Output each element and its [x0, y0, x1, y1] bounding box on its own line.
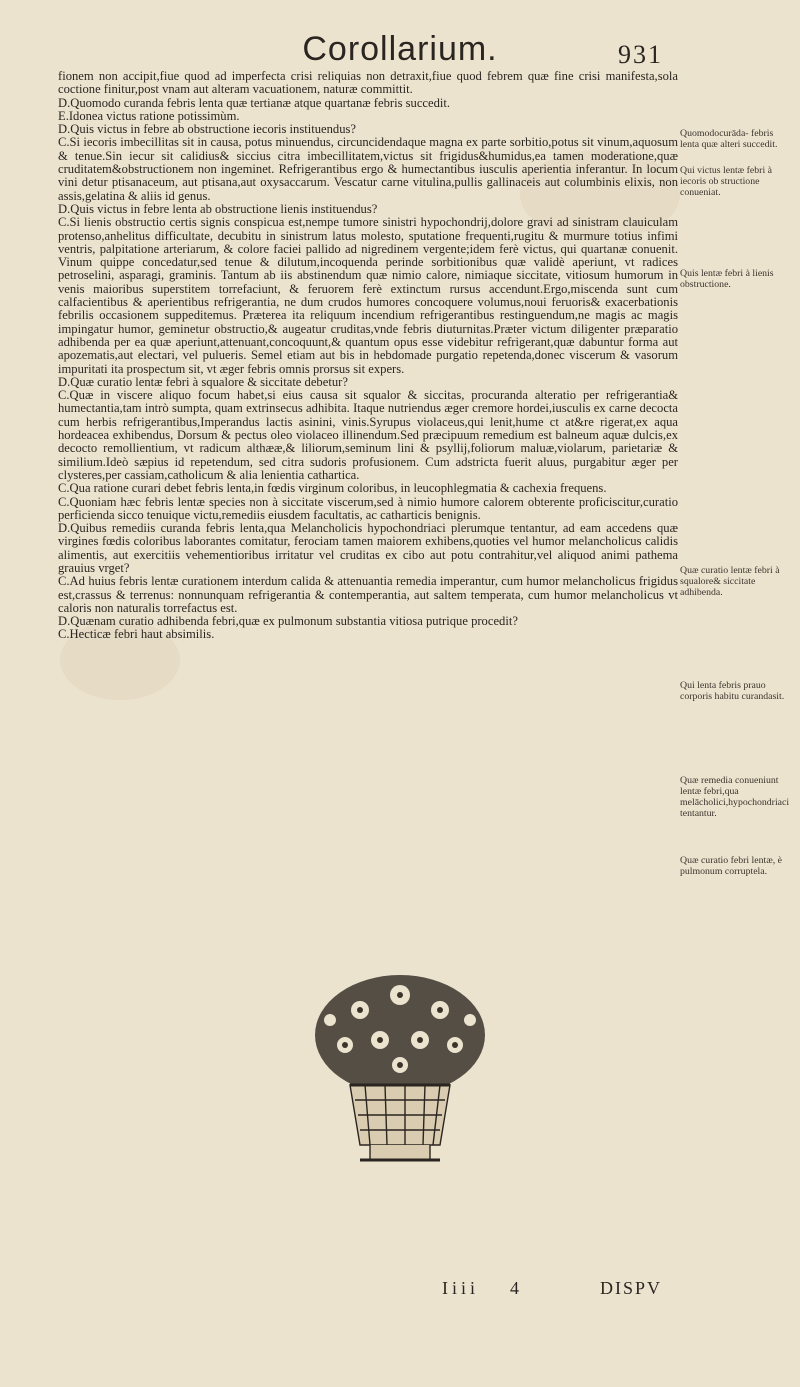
page-footer [0, 1278, 800, 1308]
margin-note: Quæ curatio febri lentæ, è pulmonum corruptela. [680, 855, 783, 877]
paragraph: D.Quomodo curanda febris lenta quæ tertianæ atque quartanæ febris succedit. [58, 95, 451, 110]
paragraph: D.Quænam curatio adhibenda febri,quæ ex pulmonum substantia vitiosa putrique procedit? [58, 614, 518, 629]
page-number: 931 [618, 40, 663, 69]
paragraph: C.Si iecoris imbecillitas sit in causa, potus minuendus, circuncidendaque magna ex parte sorbitio,potus sit vinum,aquosum & tenue.Sin iecur sit calidius& siccius citra imbecillitatem,victus sit frigidus&humidus,ea tamen moderatione,quæ cruditatem&obstructionem non ingeminet. Refrigerantibus ergo & humectantibus iusculis aperientia inferantur. In locum vini detur ptisanaceum, aut ptisana,aut oxysaccarum. Vescatur carne vitulina,pullis gallinaceis aut columbinis elixis, non assis,gelatina & aliis id genus. [58, 135, 678, 203]
paragraph: C.Quæ in viscere aliquo focum habet,si eius causa sit squalor & siccitas, procuranda alteratio per refrigerantia& humectantia,tam intrò sumpta, quam extrinsecus adhibita. Itaque nutriendus æger cremore hordei,iusculis ex carne decocta cum herbis refrigerantibus,Imperandus lactis asinini, vinis.Syrupus violaceus,qui lenit,hume ct at&re rigerat,ex aqua hordeacea exhibendus, Dorsum & pectus oleo violaceo illinendum.Sed præcipuum remedium est balneum aquæ dulcis,ex decocto remollientium, vt radicum althææ,& liliorum,seminum lini & psyllij,foliorum maluæ,violarum, parietariæ & similium.Ideò sæpius id repetendum, sed citra sudoris profusionem. Cum adstricta fuerit aluus, purgabitur æger per clysteres,per cassiam,catholicum & alia lenientia cathartica. [58, 388, 678, 482]
margin-note: Quæ curatio lentæ febri à squalore& siccitate adhibenda. [680, 565, 780, 598]
paragraph: D.Quæ curatio lentæ febri à squalore & siccitate debetur? [58, 374, 348, 389]
margin-note: Qui victus lentæ febri à iecoris ob structione conueniat. [680, 165, 772, 198]
vase-woodcut-illustration [290, 955, 510, 1175]
paragraph: E.Idonea victus ratione potissimùm. [58, 108, 240, 123]
paragraph: D.Quibus remediis curanda febris lenta,qua Melancholicis hypochondriaci plerumque tentantur, ad eam accedens quæ virgines fœdis coloribus laborantes comitatur, ferociam tamen maiorem exhibens,quoties vel humor melancholicus calidis alimentis, aut exercitiis vehementioribus irritatur vel cruditas ex cibo aut potu contrahitur,vel aliquod animi pathema grauius vrget? [58, 521, 678, 575]
margin-note: Quæ remedia conueniunt lentæ febri,qua melācholici,hypochondriaci tentantur. [680, 775, 790, 819]
running-title: Corollarium. [302, 30, 498, 68]
paragraph: C.Ad huius febris lentæ curationem interdum calida & attenuantia remedia imperantur, cum humor melancholicus frigidus est,crassus & terrenus: nonnunquam refrigerantia & contemperantia, aut saltem temperata, cum humor melancholicus vt caloris non naturalis torrefactus est. [58, 574, 678, 615]
paragraph: C.Hecticæ febri haut absimilis. [58, 627, 215, 642]
paragraph: D.Quis victus in febre ab obstructione iecoris instituendus? [58, 122, 356, 137]
paragraph: C.Si lienis obstructio certis signis conspicua est,nempe tumore sinistri hypochondrij,dolore gravi ad sinistram clauiculam protenso,anhelitus difficultate, decubitu in sinistrum latus molesto, sputatione frequenti,rugitu & murmure totius infimi ventris, palpitatione arteriarum, & colore faciei pallido ad nigredinem vergente;idem ferè victus, qui quartanæ conuenit. Vinum quippe concedatur,sed tenue & dilutum,incoquenda perinde sorbitionibus quæ validè aperiunt, vt radices petroselini, asparagi, graminis. Tantum ab iis abstinendum quæ nimio calore, nimiaque siccitate, vitiosum humorum in venis maioribus superstitem torrefaciunt, & feruorem ferè extinctum rursus accendunt.Ergo,miscenda sunt cum calfacientibus & aperientibus refrigerantia, ne dum crudos humores concoquere volumus,noui feruoris& exacerbationis febrilis occasionem suppeditemus. Præterea ita reliquum incendium refrigerantibus restinguendum,ne magis ac magis impingatur humor, geminetur obstructio,& augeatur cruditas,vnde febris diuturnitas.Præter victum diligenter præparatio adhibenda per ea quæ aperiunt,attenuant,concoquunt,& quantum opus esse videbitur refrigerant,quæ dabuntur forma aut apozematis,aut electari, vel pulueris. Semel etiam aut bis in hebdomade purgatio repetenda,donec viscerum & vasorum impuritati ita prospectum sit, vt æger febris omnis prorsus sit expers. [58, 215, 678, 376]
flower-vase-ornament [290, 955, 510, 1175]
margin-note: Quis lentæ febri à lienis obstructione. [680, 268, 774, 290]
margin-note: Qui lenta febris prauo corporis habitu curandasit. [680, 680, 785, 702]
main-text [58, 70, 678, 642]
paragraph: fionem non accipit,fiue quod ad imperfecta crisi reliquias non detraxit,fiue quod febrem quæ fine crisi manifesta,sola coctione finitur,post vnam aut alteram vacuationem, naturæ committit. [58, 69, 678, 97]
paragraph: C.Qua ratione curari debet febris lenta,in fœdis virginum coloribus, in leucophlegmatia & cachexia frequens. [58, 481, 607, 496]
signature-mark: Iiii [442, 1278, 479, 1298]
paragraph: C.Quoniam hæc febris lentæ species non à siccitate viscerum,sed à nimio humore calorem obterente proficiscitur,curatio perficienda sicco tenuique victu,remediis eiusdem facultatis, ac catharticis benignis. [58, 494, 678, 522]
catchword: DISPV [600, 1278, 663, 1298]
margin-note: Quomodocurāda- febris lenta quæ alteri succedit. [680, 128, 778, 150]
signature-number: 4 [510, 1278, 519, 1298]
paragraph: D.Quis victus in febre lenta ab obstructione lienis instituendus? [58, 201, 378, 216]
